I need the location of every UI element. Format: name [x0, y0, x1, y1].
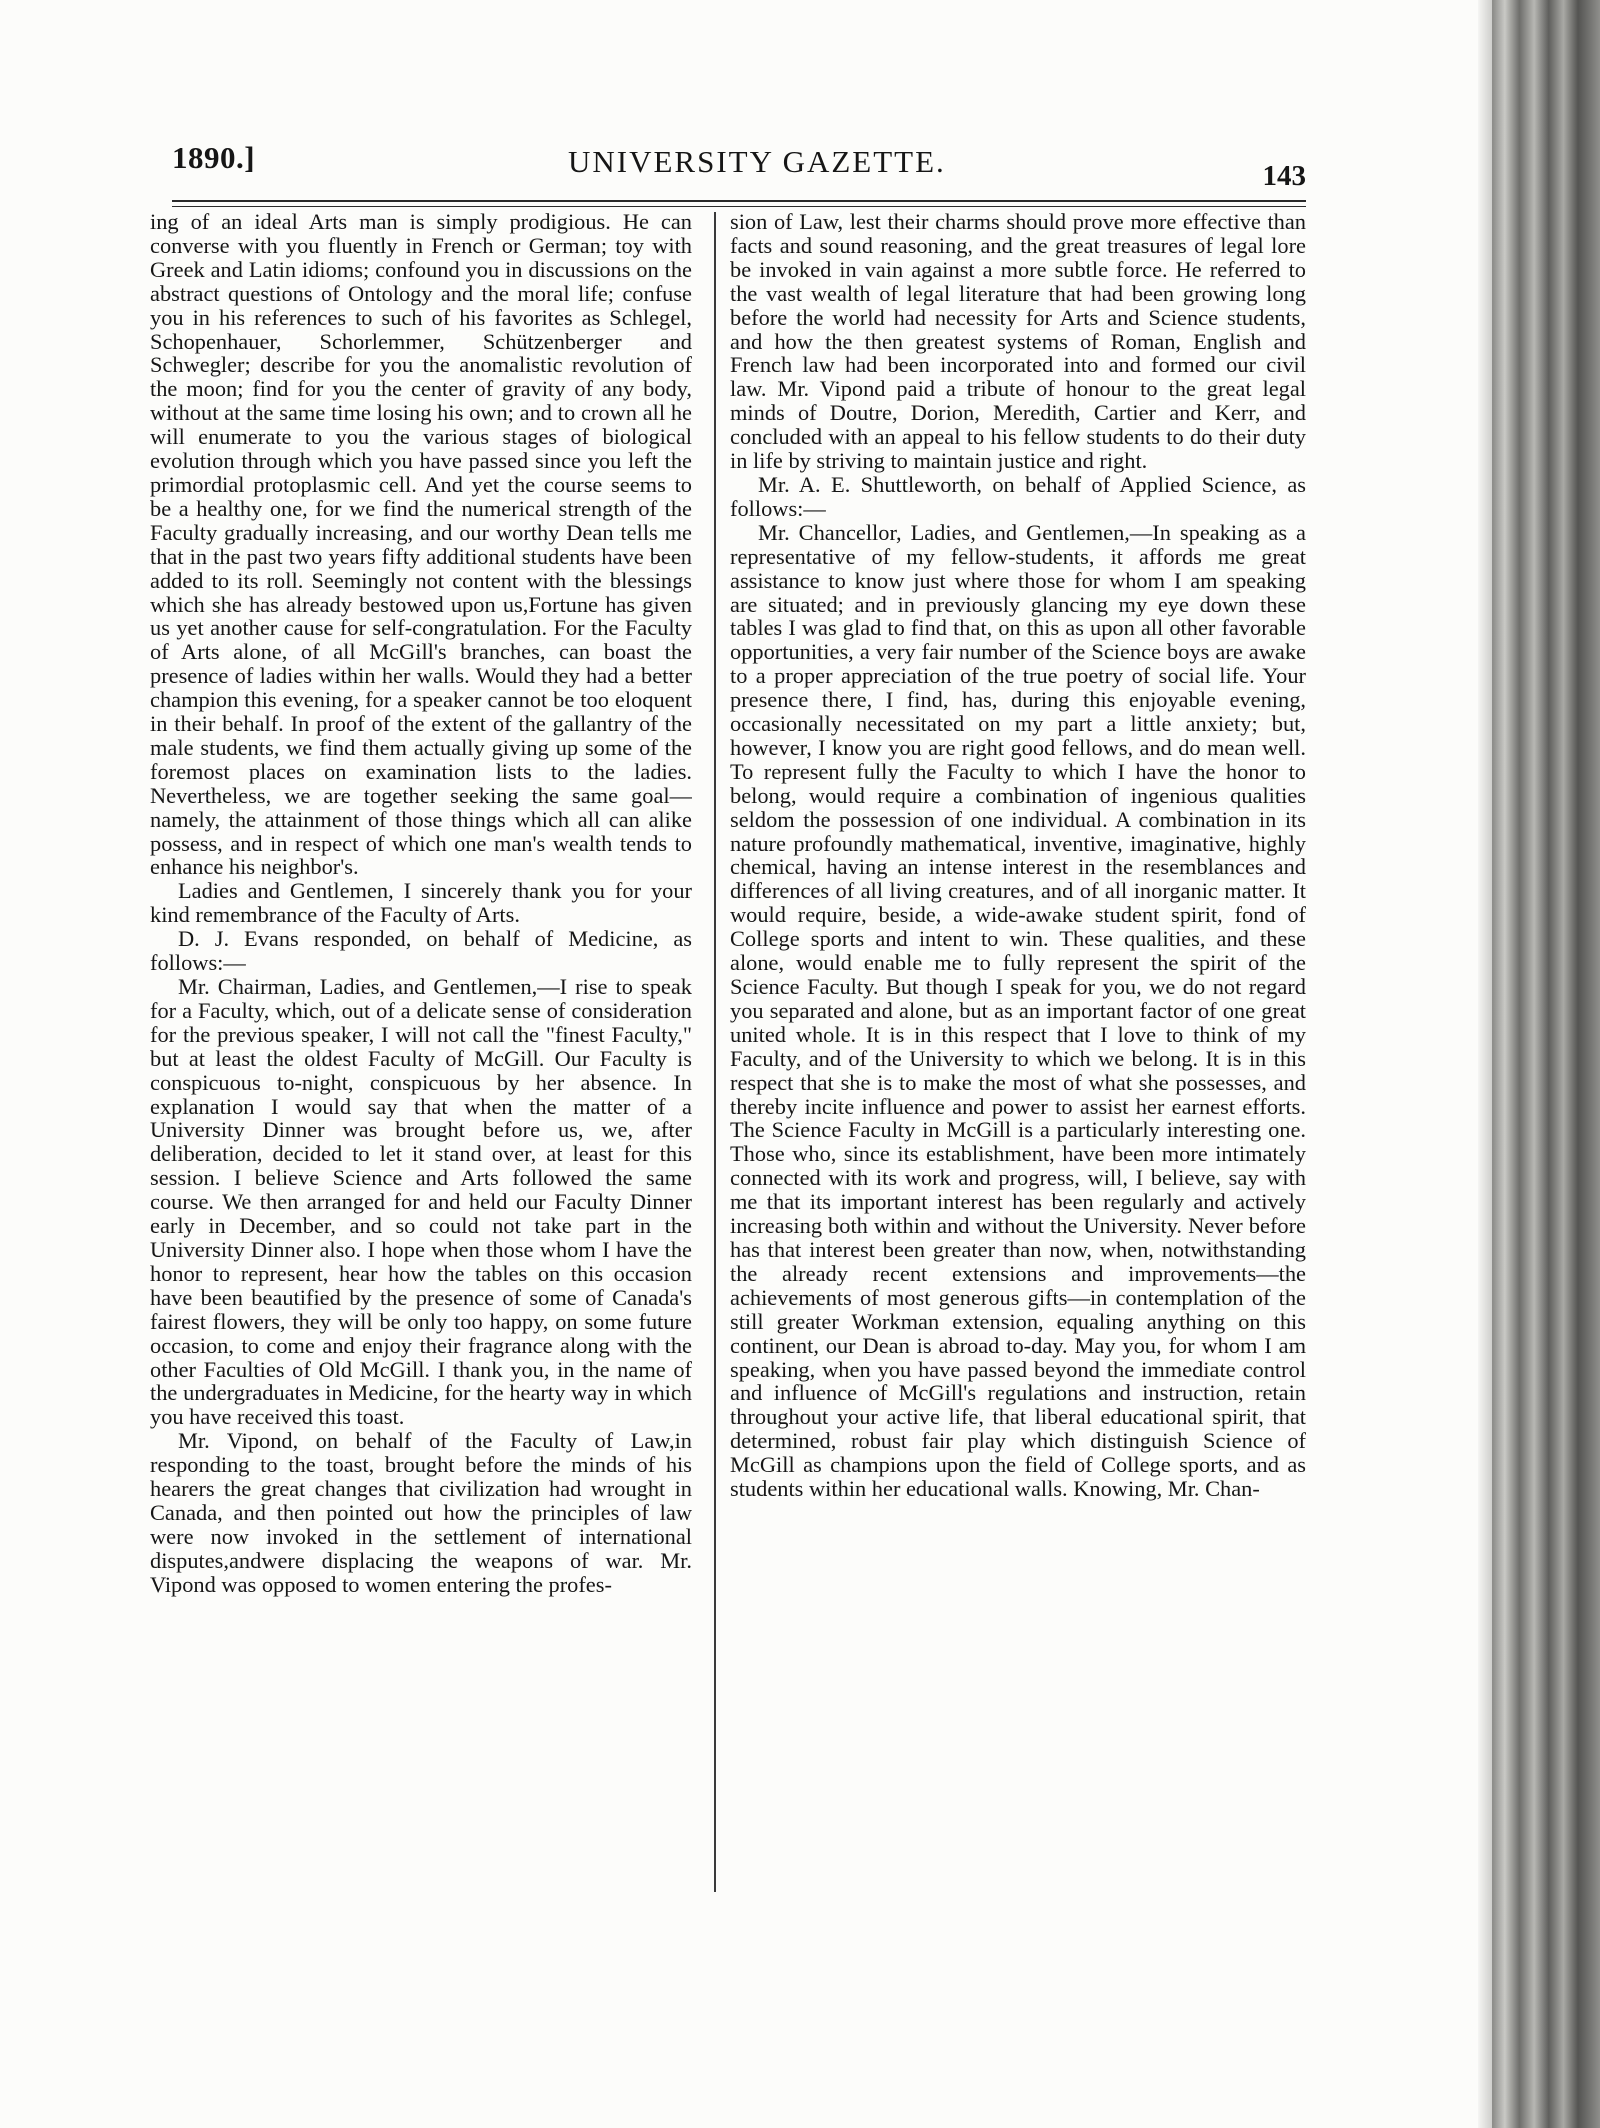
right-paragraph-3: Mr. Chancellor, Ladies, and Gentlemen,—In speaking as a representative of my fellow-students, it affords me great assistance to know just where those for whom I am speaking are situated; and in previously glancing my eye down these tables I was glad to find that, on this as upon all other favorable opportunities, a very fair number of the Science boys are awake to a proper appreciation of the true poetry of social life. Your presence there, I find, has, during this enjoyable evening, occasionally necessitated on my part a little anxiety; but, however, I know you are right good fellows, and do mean well. To represent fully the Faculty to which I have the honor to belong, would require a combination of ingenious qualities seldom the possession of one individual. A combination in its nature profoundly mathematical, inventive, imaginative, highly chemical, having an intense interest in the resemblances and differences of all living creatures, and of all inorganic matter. It would require, beside, a wide-awake student spirit, fond of College sports and intent to win. These qualities, and these alone, would enable me to fully represent the spirit of the Science Faculty. But though I speak for you, we do not regard you separated and alone, but as an important factor of one great united whole. It is in this respect that I love to think of my Faculty, and of the University to which we belong. It is in this respect that she is to make the most of what she possesses, and thereby incite influence and power to assist her earnest efforts. The Science Faculty in McGill is a particularly interesting one. Those who, since its establishment, have been more intimately connected with its work and progress, will, I believe, say with me that its important interest has been regularly and actively increasing both within and without the University. Never before has that interest been greater than now, when, notwithstanding the already recent extensions and improvements—the achievements of most generous gifts—in contemplation of the still greater Workman extension, equaling anything on this continent, our Dean is abroad to-day. May you, for whom I am speaking, when you have passed beyond the immediate control and influence of McGill's regulations and instruction, retain throughout your active life, that liberal educational spirit, that determined, robust fair play which distinguish Science of McGill as champions upon the field of College sports, and as students within her educational walls. Knowing, Mr. Chan- — [730, 519, 1306, 1502]
left-paragraph-1: ing of an ideal Arts man is simply prodigious. He can converse with you fluently in French or German; toy with Greek and Latin idioms; confound you in discussions on the abstract questions of Ontology and the moral life; confuse you in his references to such of his favorites as Schlegel, Schopenhauer, Schorlemmer, Schützenberger and Schwegler; describe for you the anomalistic revolution of the moon; find for you the center of gravity of any body, without at the same time losing his own; and to crown all he will enumerate to you the various stages of biological evolution through which you have passed since you left the primordial protoplasmic cell. And yet the course seems to be a healthy one, for we find the numerical strength of the Faculty gradually increasing, and our worthy Dean tells me that in the past two years fifty additional students have been added to its roll. Seemingly not content with the blessings which she has already bestowed upon us,Fortune has given us yet another cause for self-congratulation. For the Faculty of Arts alone, of all McGill's branches, can boast the presence of ladies within her walls. Would they had a better champion this evening, for a speaker cannot be too eloquent in their behalf. In proof of the extent of the gallantry of the male students, we find them actually giving up some of the foremost places on examination lists to the ladies. Nevertheless, we are together seeking the same goal—namely, the attainment of those things which all can alike possess, and in respect of which one man's wealth tends to enhance his neighbor's. — [150, 210, 692, 880]
book-binding-edge — [1478, 0, 1600, 2128]
right-paragraph-2: Mr. A. E. Shuttleworth, on behalf of Applied Science, as follows:— — [730, 471, 1306, 521]
header-rule-thin — [172, 206, 1306, 207]
column-divider — [714, 212, 716, 1892]
right-paragraph-1: sion of Law, lest their charms should prove more effective than facts and sound reasoning, and the great treasures of legal lore be invoked in vain against a more subtle force. He referred to the vast wealth of legal literature that had been growing long before the world had necessity for Arts and Science students, and how the then greatest systems of Roman, English and French law had been incorporated into and formed our civil law. Mr. Vipond paid a tribute of honour to the great legal minds of Doutre, Dorion, Meredith, Cartier and Kerr, and concluded with an appeal to his fellow students to do their duty in life by striving to maintain justice and right. — [730, 210, 1306, 474]
header-year: 1890.] — [172, 140, 256, 175]
left-paragraph-2: Ladies and Gentlemen, I sincerely thank you for your kind remembrance of the Faculty of Arts. — [150, 878, 692, 928]
left-paragraph-4: Mr. Chairman, Ladies, and Gentlemen,—I rise to speak for a Faculty, which, out of a delicate sense of consideration for the previous speaker, I will not call the "finest Faculty," but at least the oldest Faculty of McGill. Our Faculty is conspicuous to-night, conspicuous by her absence. In explanation I would say that when the matter of a University Dinner was brought before us, we, after deliberation, decided to let it stand over, at least for this session. I believe Science and Arts followed the same course. We then arranged for and held our Faculty Dinner early in December, and so could not take part in the University Dinner also. I hope when those whom I have the honor to represent, hear how the tables on this occasion have been beautified by the presence of some of Canada's fairest flowers, they will be only too happy, on some future occasion, to come and enjoy their fragrance along with the other Faculties of Old McGill. I thank you, in the name of the undergraduates in Medicine, for the hearty way in which you have received this toast. — [150, 974, 692, 1430]
publication-title: UNIVERSITY GAZETTE. — [568, 144, 946, 179]
left-paragraph-3: D. J. Evans responded, on behalf of Medicine, as follows:— — [150, 926, 692, 976]
left-column — [150, 210, 692, 1890]
right-column — [730, 210, 1306, 1890]
left-paragraph-5: Mr. Vipond, on behalf of the Faculty of Law,in responding to the toast, brought before the minds of his hearers the great changes that civilization had wrought in Canada, and then pointed out how the principles of law were now invoked in the settlement of international disputes,andwere displacing the weapons of war. Mr. Vipond was opposed to women entering the profes- — [150, 1428, 692, 1597]
header-rule-thick — [172, 200, 1306, 202]
page-number: 143 — [1262, 160, 1306, 192]
running-header — [172, 140, 1306, 192]
